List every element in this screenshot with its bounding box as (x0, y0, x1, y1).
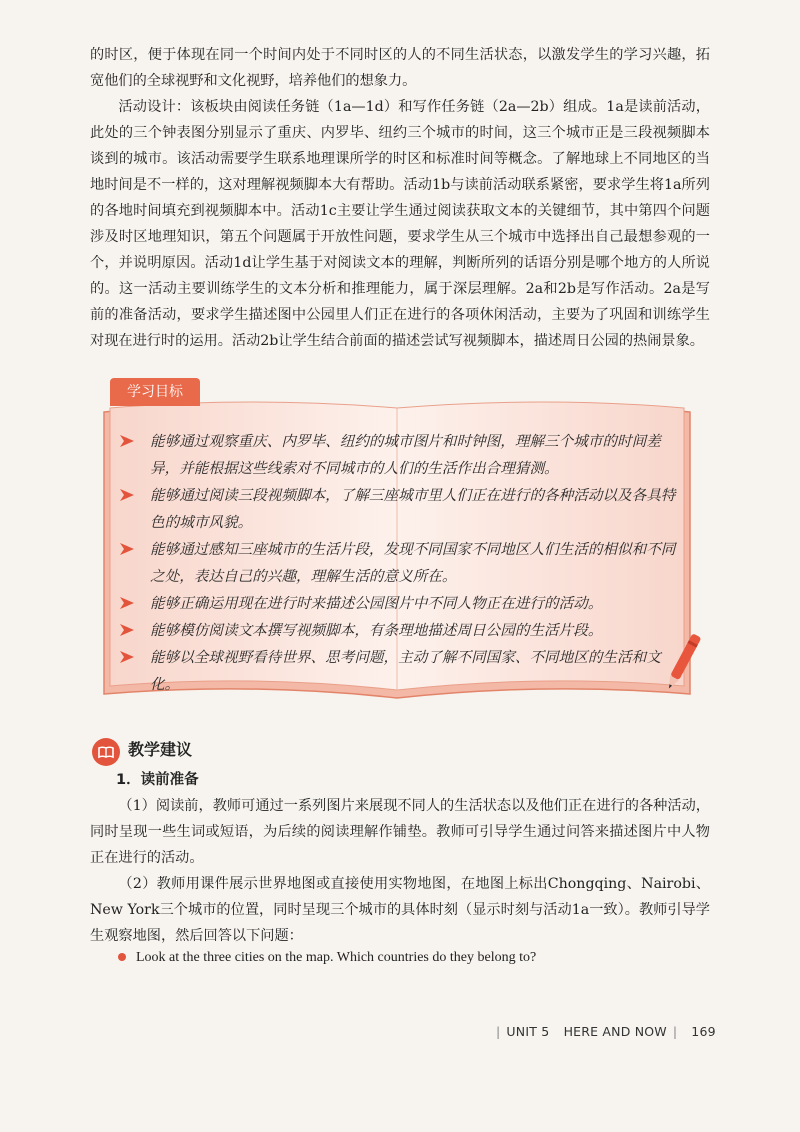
objective-item: 能够正确运用现在进行时来描述公园图片中不同人物正在进行的活动。 (120, 590, 680, 617)
play-arrow-icon (120, 435, 134, 447)
question-bullet: Look at the three cities on the map. Which countries do they belong to? (118, 946, 536, 969)
page-number: 169 (691, 1024, 716, 1039)
objective-item: 能够模仿阅读文本撰写视频脚本，有条理地描述周日公园的生活片段。 (120, 617, 680, 644)
play-arrow-icon (120, 651, 134, 663)
teaching-paragraph-1: （1）阅读前，教师可通过一系列图片来展现不同人的生活状态以及他们正在进行的各种活动，同时呈现一些生词或短语，为后续的阅读理解作铺垫。教师可引导学生通过问答来描述图片中人物正在进行的活动。 (90, 798, 710, 866)
teaching-section-icon (92, 738, 120, 766)
bullet-dot-icon (118, 953, 126, 961)
intro-paragraph-2: 活动设计：该板块由阅读任务链（1a—1d）和写作任务链（2a—2b）组成。1a是读前活动，此处的三个钟表图分别显示了重庆、内罗毕、纽约三个城市的时间，这三个城市正是三段视频脚本谈到的城市。该活动需要学生联系地理课所学的时区和标准时间等概念。了解地球上不同地区的当地时间是不一样的，这对理解视频脚本大有帮助。活动1b与读前活动联系紧密，要求学生将1a所列的各地时间填充到视频脚本中。活动1c主要让学生通过阅读获取文本的关键细节，其中第四个问题涉及时区地理知识，第五个问题属于开放性问题，要求学生从三个城市中选择出自己最想参观的一个，并说明原因。活动1d让学生基于对阅读文本的理解，判断所列的话语分别是哪个地方的人所说的。这一活动主要训练学生的文本分析和推理能力，属于深层理解。2a和2b是写作活动。2a是写前的准备活动，要求学生描述图中公园里人们正在进行的各项休闲活动，主要为了巩固和训练学生对现在进行时的运用。活动2b让学生结合前面的描述尝试写视频脚本，描述周日公园的热闹景象。 (90, 99, 710, 349)
play-arrow-icon (120, 624, 134, 636)
play-arrow-icon (120, 597, 134, 609)
section-title: 教学建议 (128, 740, 193, 759)
objective-item: 能够通过阅读三段视频脚本，了解三座城市里人们正在进行的各种活动以及各具特色的城市风貌。 (120, 482, 680, 536)
objective-item: 能够通过感知三座城市的生活片段，发现不同国家不同地区人们生活的相似和不同之处，表达自己的兴趣，理解生活的意义所在。 (120, 536, 680, 590)
footer-unit-title: HERE AND NOW (563, 1024, 667, 1039)
pen-icon (660, 630, 706, 694)
objectives-list (120, 428, 680, 698)
objective-item: 能够以全球视野看待世界、思考问题，主动了解不同国家、不同地区的生活和文化。 (120, 644, 680, 698)
play-arrow-icon (120, 543, 134, 555)
objective-item: 能够通过观察重庆、内罗毕、纽约的城市图片和时钟图，理解三个城市的时间差异，并能根据这些线索对不同城市的人们的生活作出合理猜测。 (120, 428, 680, 482)
book-open-icon (92, 738, 120, 766)
footer-unit: UNIT 5 (506, 1024, 550, 1039)
play-arrow-icon (120, 489, 134, 501)
page-footer: | UNIT 5 HERE AND NOW | 169 (496, 1024, 716, 1039)
intro-paragraph-1: 的时区，便于体现在同一个时间内处于不同时区的人的不同生活状态，以激发学生的学习兴趣，拓宽他们的全球视野和文化视野，培养他们的想象力。 (90, 47, 710, 89)
teaching-paragraph-2: （2）教师用课件展示世界地图或直接使用实物地图，在地图上标出Chongqing、Nairobi、New York三个城市的位置，同时呈现三个城市的具体时刻（显示时刻与活动1a一致）。教师引导学生观察地图，然后回答以下问题： (90, 876, 710, 944)
objectives-tab: 学习目标 (110, 378, 200, 406)
subsection-title: 1．读前准备 (116, 772, 199, 788)
